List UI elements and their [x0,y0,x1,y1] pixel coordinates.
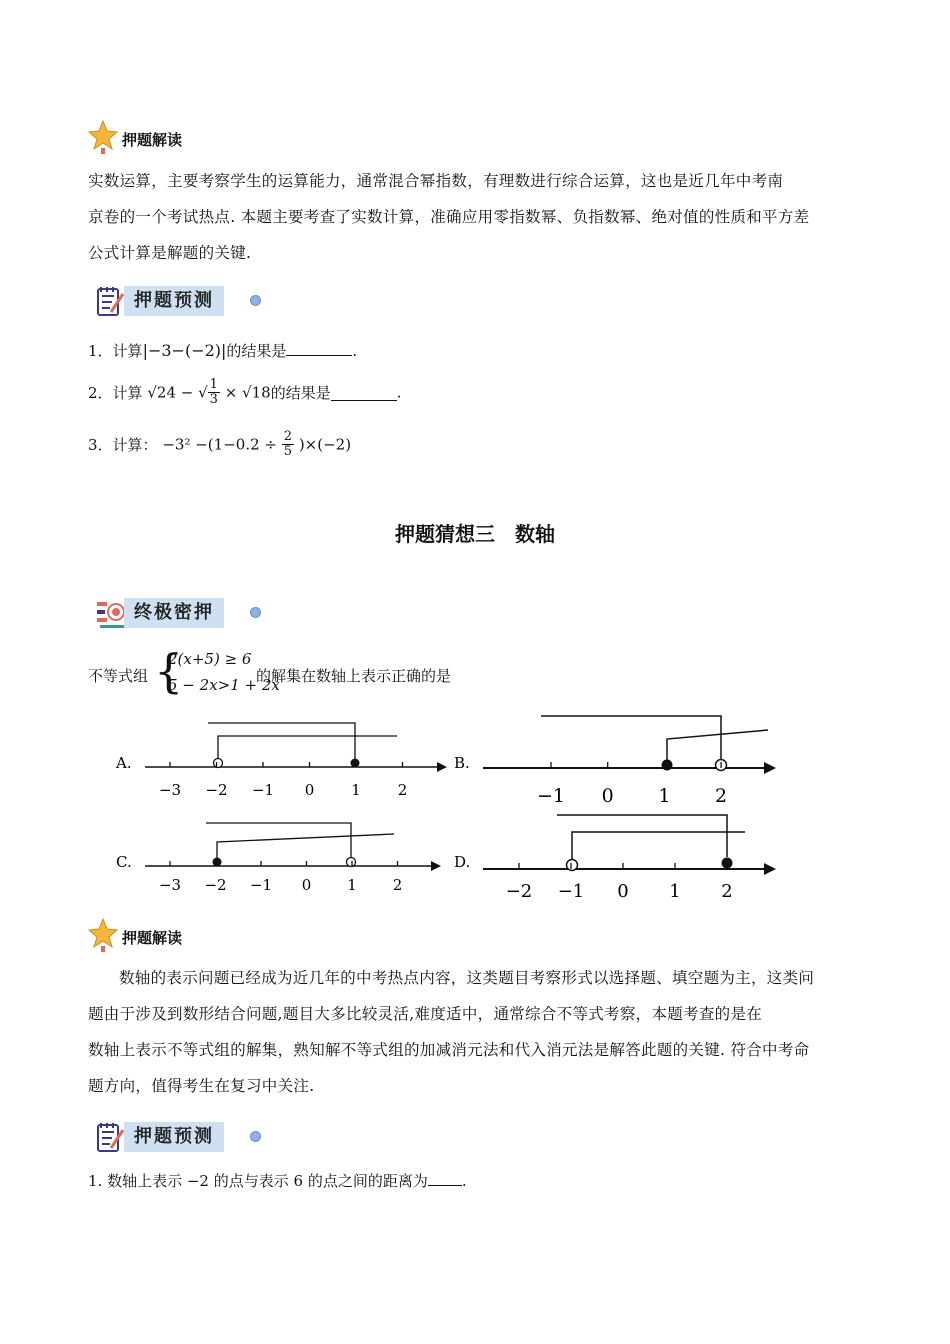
arrow-head [764,863,776,875]
final-title: 终极密押 [124,598,224,628]
tick-label: −2 [205,781,228,799]
math-expression: |−3−(−2)| [142,341,227,360]
question-1 [88,340,357,361]
option-a[interactable] [115,723,447,799]
tick-label: 2 [715,785,728,807]
answer-blank[interactable] [286,340,352,356]
question-end: . [461,1172,467,1190]
tick-label: −2 [505,881,533,902]
tick-label: −3 [158,781,182,799]
solution-bracket [217,834,394,858]
text-line: 题由于涉及到数形结合问题,题目大多比较灵活,难度适中，通常综合不等式考察，本题考查的是在 [88,1005,763,1023]
tick-label: 2 [392,876,403,894]
number-line-options [0,705,950,905]
open-point [214,759,223,768]
section-heading: 押题猜想三 数轴 [395,522,555,546]
answer-blank[interactable] [331,385,397,401]
banner-dot [250,295,261,306]
final-banner [96,596,266,630]
solution-bracket [218,736,397,762]
open-point [567,860,578,871]
closed-point [662,760,673,771]
tick-label: 2 [721,881,733,902]
tick-label: 0 [301,876,312,894]
predict-title: 押题预测 [124,286,224,316]
problem-text: 不等式组 [88,667,149,685]
tick-label: 1 [669,881,681,902]
brace: { [154,644,184,698]
question-number: 2． [88,384,113,402]
interpret-paragraph-2 [88,960,878,1104]
predict-title: 押题预测 [124,1122,224,1152]
question-text: 的结果是 [270,384,331,402]
text-line: 京卷的一个考试热点. 本题主要考查了实数计算，准确应用零指数幂、负指数幂、绝对值的性质和平方差 [88,208,810,226]
tick-label: −1 [557,881,585,902]
star-icon [88,120,118,156]
notepad-icon [96,284,126,318]
question-number: 1. [88,1172,103,1190]
question-2: 2．计算 √24 − √ $\frac{1}{3}$ × √18的结果是 . [88,377,402,407]
notepad-icon [96,1120,126,1154]
option-d[interactable] [454,815,776,902]
tick-label: −1 [249,876,273,894]
open-point [347,858,356,867]
question-number: 3． [88,436,113,454]
interpret-title: 押题解读 [122,929,183,947]
interpret-paragraph-1 [88,163,878,271]
arrow-head [431,861,441,871]
question-text: 计算 [112,384,143,402]
solution-bracket [667,730,768,761]
question-text: 计算 [112,342,143,360]
predict-banner-1 [96,284,266,318]
math-expression: −3² −(1−0.2 ÷ [162,435,277,454]
arrow-head [437,762,447,772]
tick-label: −2 [204,876,227,894]
math-expression: )×(−2) [298,435,352,454]
answer-blank[interactable] [428,1170,462,1186]
math-expression: × √18 [224,383,271,402]
tick-label: 0 [617,881,629,902]
tick-label: 2 [397,781,408,799]
solution-bracket [206,823,351,857]
tick-label: 1 [351,781,361,799]
fraction: $\frac{1}{3}$ [209,377,218,407]
tick-label: 0 [304,781,315,799]
option-b[interactable] [454,716,776,807]
tick-label: 1 [658,785,671,807]
inequality-2: 5 − 2x>1 + 2x [168,676,280,694]
closed-point [351,759,360,768]
option-label: C. [116,853,132,871]
arrow-head [764,762,776,774]
question-number: 1． [88,342,113,360]
option-label: B. [454,754,470,772]
solution-bracket [557,815,727,857]
option-label: A. [116,754,132,772]
interpret-title: 押题解读 [122,131,183,149]
text-line: 数轴的表示问题已经成为近几年的中考热点内容，这类题目考察形式以选择题、填空题为主，这类问 [119,969,815,987]
tick-label: −1 [536,785,566,807]
solution-bracket [572,832,745,859]
banner-dot [250,607,261,618]
problem-text: 的解集在数轴上表示正确的是 [256,667,452,685]
tick-label: −1 [251,781,275,799]
closed-point [213,858,222,867]
question-3 [88,430,351,459]
tick-label: 0 [601,785,614,807]
solution-bracket [208,723,355,762]
solution-bracket [541,716,721,762]
star-icon [88,918,118,954]
predict-banner-2 [96,1120,266,1154]
text-line: 公式计算是解题的关键. [88,244,252,262]
question-text: 计算： [112,436,158,454]
option-c[interactable] [116,823,441,894]
question-end: . [396,383,402,402]
inequality-1: 2(x+5) ≥ 6 [168,650,252,668]
text-line: 实数运算，主要考察学生的运算能力，通常混合幂指数，有理数进行综合运算，这也是近几年中考南 [88,172,784,190]
tick-label: −3 [158,876,182,894]
banner-dot [250,1131,261,1142]
fraction: $\frac{2}{5}$ [283,429,293,459]
text-line: 数轴上表示不等式组的解集，熟知解不等式组的加减消元法和代入消元法是解答此题的关键. 符合中考命 [88,1041,810,1059]
math-expression: √24 − [147,383,194,402]
question-text: 数轴上表示 −2 的点与表示 6 的点之间的距离为 [107,1172,428,1190]
option-label: D. [454,853,471,871]
question-text: 的结果是 [226,342,287,360]
text-line: 题方向，值得考生在复习中关注. [88,1077,315,1095]
question-end: . [352,342,358,360]
question-s2-1 [88,1170,467,1191]
tick-label: 1 [347,876,357,894]
target-icon [96,596,126,630]
